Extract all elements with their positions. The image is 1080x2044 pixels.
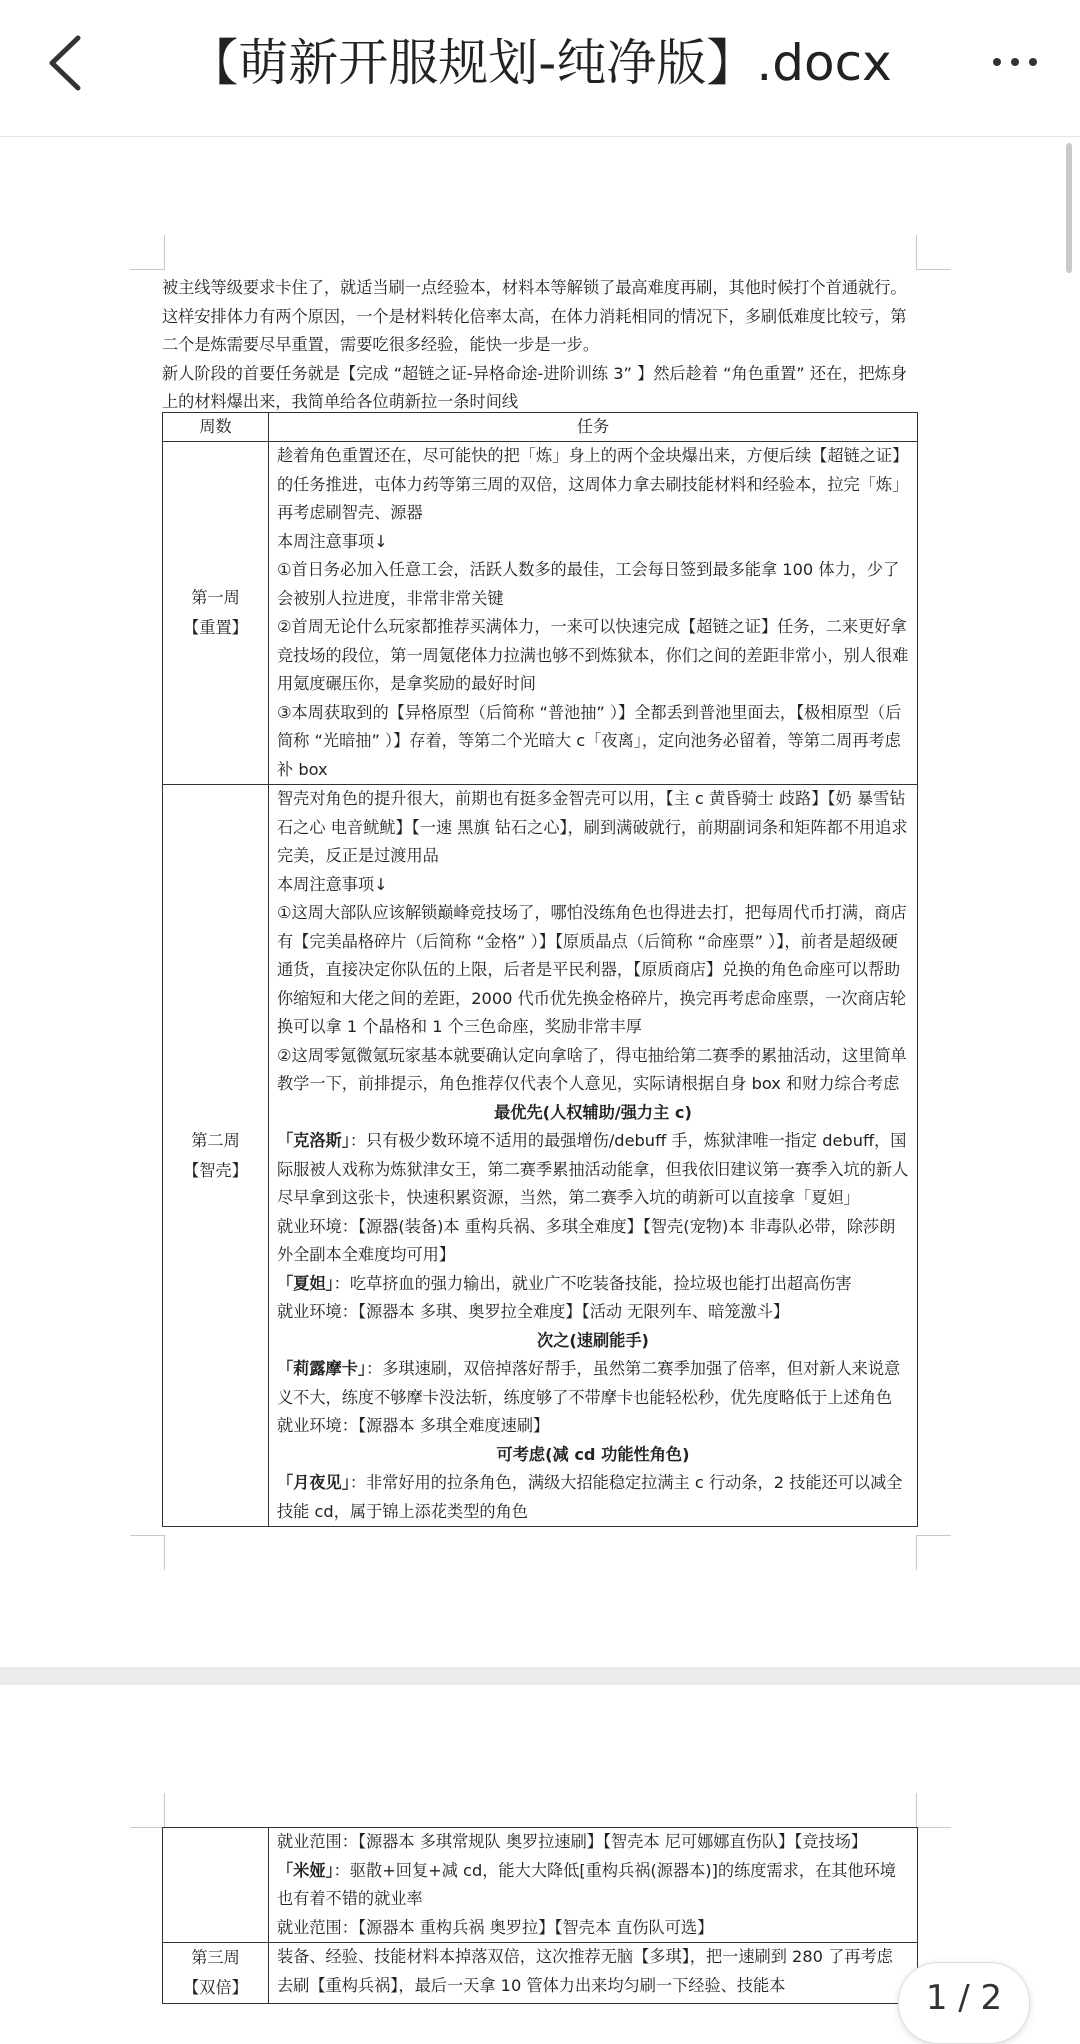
back-button[interactable] bbox=[34, 28, 94, 98]
week-cell bbox=[163, 1828, 269, 1943]
character-entry bbox=[277, 1857, 909, 1914]
column-header-week: 周数 bbox=[163, 413, 269, 442]
table-row-week1 bbox=[163, 442, 918, 785]
character-entry bbox=[277, 1270, 909, 1299]
character-name: 「莉露摩卡」 bbox=[277, 1359, 367, 1378]
character-name: 「克洛斯」 bbox=[277, 1131, 350, 1150]
character-name: 「米娅」 bbox=[277, 1860, 334, 1880]
crop-mark bbox=[130, 1793, 165, 1828]
task-note-title: 本周注意事项↓ bbox=[277, 531, 388, 551]
intro-paragraph: 被主线等级要求卡住了，就适当刷一点经验本，材料本等解锁了最高难度再刷，其他时候打个首通就行。这样安排体力有两个原因，一个是材料转化倍率太高，在体力消耗相同的情况下，多刷低难度比较亏，第二个是炼需要尽早重置，需要吃很多经验，能快一步是一步。 bbox=[162, 278, 907, 354]
character-desc: ：驱散+回复+减 cd，能大大降低[重构兵祸(源器本)]的练度需求，在其他环境也有着不错的就业率 bbox=[277, 1860, 896, 1908]
character-env: 就业环境：【源器(装备)本 重构兵祸、多琪全难度】【智壳(宠物)本 非毒队必带，除莎朗外全副本全难度均可用】 bbox=[277, 1216, 896, 1264]
plan-table bbox=[162, 412, 918, 1527]
task-cell bbox=[269, 1943, 918, 2004]
character-desc: ：非常好用的拉条角色，满级大招能稳定拉满主 c 行动条，2 技能还可以减全技能 cd，属于锦上添花类型的角色 bbox=[277, 1473, 903, 1521]
table-header-row bbox=[163, 413, 918, 442]
character-env: 就业环境：【源器本 多琪、奥罗拉全难度】【活动 无限列车、暗笼激斗】 bbox=[277, 1302, 790, 1321]
week-cell bbox=[163, 442, 269, 785]
character-env: 就业范围：【源器本 多琪常规队 奥罗拉速刷】【智壳本 尼可娜娜直伤队】【竞技场】 bbox=[277, 1832, 868, 1851]
character-desc: ：多琪速刷，双倍掉落好帮手，虽然第二赛季加强了倍率，但对新人来说意义不大，练度不够摩卡没法斩，练度够了不带摩卡也能轻松秒，优先度略低于上述角色 bbox=[277, 1359, 901, 1407]
crop-mark bbox=[130, 1535, 165, 1570]
week-tag: 【智壳】 bbox=[183, 1160, 248, 1180]
more-options-button[interactable] bbox=[980, 30, 1050, 94]
page-indicator: 1 / 2 bbox=[898, 1962, 1030, 2044]
document-viewer[interactable] bbox=[0, 137, 1080, 2015]
week-name: 第三周 bbox=[191, 1948, 240, 1967]
priority-heading: 可考虑(减 cd 功能性角色) bbox=[496, 1444, 690, 1464]
task-note: ①首日务必加入任意工会，活跃人数多的最佳，工会每日签到最多能拿 100 体力，少了会被别人拉进度，非常非常关键 bbox=[277, 560, 900, 608]
top-app-bar bbox=[0, 0, 1080, 137]
character-env: 就业环境：【源器本 多琪全难度速刷】 bbox=[277, 1416, 550, 1435]
table-row-week2 bbox=[163, 785, 918, 1527]
document-page-1 bbox=[0, 137, 1080, 1667]
intro-text bbox=[162, 274, 918, 417]
week-cell bbox=[163, 1943, 269, 2004]
task-cell bbox=[269, 1828, 918, 1943]
week-name: 第一周 bbox=[191, 588, 240, 607]
task-note: ②首周无论什么玩家都推荐买满体力，一来可以快速完成【超链之证】任务，二来更好拿竞技场的段位，第一周氪佬体力拉满也够不到炼狱本，你们之间的差距非常小，别人很难用氪度碾压你，是拿奖励的最好时间 bbox=[277, 617, 909, 693]
task-note: ②这周零氪微氪玩家基本就要确认定向拿啥了，得屯抽给第二赛季的累抽活动，这里简单教学一下，前排提示，角色推荐仅代表个人意见，实际请根据自身 box 和财力综合考虑 bbox=[277, 1045, 907, 1093]
character-name: 「月夜见」 bbox=[277, 1473, 350, 1492]
scrollbar-thumb[interactable] bbox=[1066, 143, 1072, 273]
crop-mark bbox=[130, 235, 165, 270]
document-title: 【萌新开服规划-纯净版】.docx bbox=[188, 34, 892, 92]
priority-heading: 最优先(人权辅助/强力主 c) bbox=[494, 1102, 692, 1122]
column-header-task: 任务 bbox=[269, 413, 918, 442]
priority-heading: 次之(速刷能手) bbox=[537, 1330, 649, 1350]
crop-mark bbox=[916, 235, 951, 270]
character-desc: ：只有极少数环境不适用的最强增伤/debuff 手，炼狱津唯一指定 debuff，国际服被人戏称为炼狱津女王，第二赛季累抽活动能拿，但我依旧建议第一赛季入坑的新人尽早拿到这张卡，快速积累资源，当然，第二赛季入坑的萌新可以直接拿「夏妲」 bbox=[277, 1131, 909, 1207]
task-cell bbox=[269, 785, 918, 1527]
plan-table-continued bbox=[162, 1827, 918, 2004]
week-tag: 【双倍】 bbox=[183, 1978, 248, 1997]
table-row-week3 bbox=[163, 1943, 918, 2004]
task-cell bbox=[269, 442, 918, 785]
character-desc: ：吃草挤血的强力输出，就业广不吃装备技能，捡垃圾也能打出超高伤害 bbox=[333, 1273, 852, 1293]
character-entry bbox=[277, 1469, 909, 1526]
task-note: ①这周大部队应该解锁巅峰竞技场了，哪怕没练角色也得进去打，把每周代币打满，商店有【完美晶格碎片（后简称 “金格” ）】【原质晶点（后简称 “命座票” ）】，前者是超级硬通货，直接决定你队伍的上限，后者是平民利器，【原质商店】兑换的角色命座可以帮助你缩短和大佬之间的差距，2000 代币优先换金格碎片，换完再考虑命座票，一次商店轮换可以拿 1 个晶格和 1 个三色命座，奖励非常丰厚 bbox=[277, 903, 907, 1036]
table-row-week2-continued bbox=[163, 1828, 918, 1943]
week-cell bbox=[163, 785, 269, 1527]
back-arrow-icon bbox=[46, 34, 82, 92]
crop-mark bbox=[916, 1793, 951, 1828]
character-env: 就业范围：【源器本 重构兵祸 奥罗拉】【智壳本 直伤队可选】 bbox=[277, 1917, 714, 1937]
task-paragraph: 趁着角色重置还在，尽可能快的把「炼」身上的两个金块爆出来，方便后续【超链之证】的任务推进，屯体力药等第三周的双倍，这周体力拿去刷技能材料和经验本，拉完「炼」再考虑刷智壳、源器 bbox=[277, 446, 909, 522]
task-paragraph: 装备、经验、技能材料本掉落双倍，这次推荐无脑【多琪】，把一速刷到 280 了再考虑去刷【重构兵祸】，最后一天拿 10 管体力出来均匀刷一下经验、技能本 bbox=[277, 1947, 893, 1995]
character-entry bbox=[277, 1127, 909, 1213]
task-note-title: 本周注意事项↓ bbox=[277, 874, 388, 894]
more-dots-icon bbox=[993, 58, 1001, 66]
task-note: ③本周获取到的【异格原型（后简称 “普池抽” ）】全都丢到普池里面去，【极相原型（后简称 “光暗抽” ）】存着，等第二个光暗大 c「夜离」，定向池务必留着，等第二周再考虑补 box bbox=[277, 702, 902, 779]
week-tag: 【重置】 bbox=[183, 618, 248, 637]
character-name: 「夏妲」 bbox=[277, 1273, 334, 1293]
crop-mark bbox=[916, 1535, 951, 1570]
intro-paragraph: 新人阶段的首要任务就是【完成 “超链之证-异格命途-进阶训练 3” 】然后趁着 “角色重置” 还在，把炼身上的材料爆出来，我简单给各位萌新拉一条时间线 bbox=[162, 363, 907, 411]
task-paragraph: 智壳对角色的提升很大，前期也有挺多金智壳可以用，【主 c 黄昏骑士 歧路】【奶 暴雪钻石之心 电音鱿鱿】【一速 黑旗 钻石之心】，刷到满破就行，前期副词条和矩阵都不用追求完美，反正是过渡用品 bbox=[277, 789, 908, 865]
document-page-2 bbox=[0, 1685, 1080, 2015]
character-entry bbox=[277, 1355, 909, 1412]
week-name: 第二周 bbox=[191, 1130, 240, 1150]
